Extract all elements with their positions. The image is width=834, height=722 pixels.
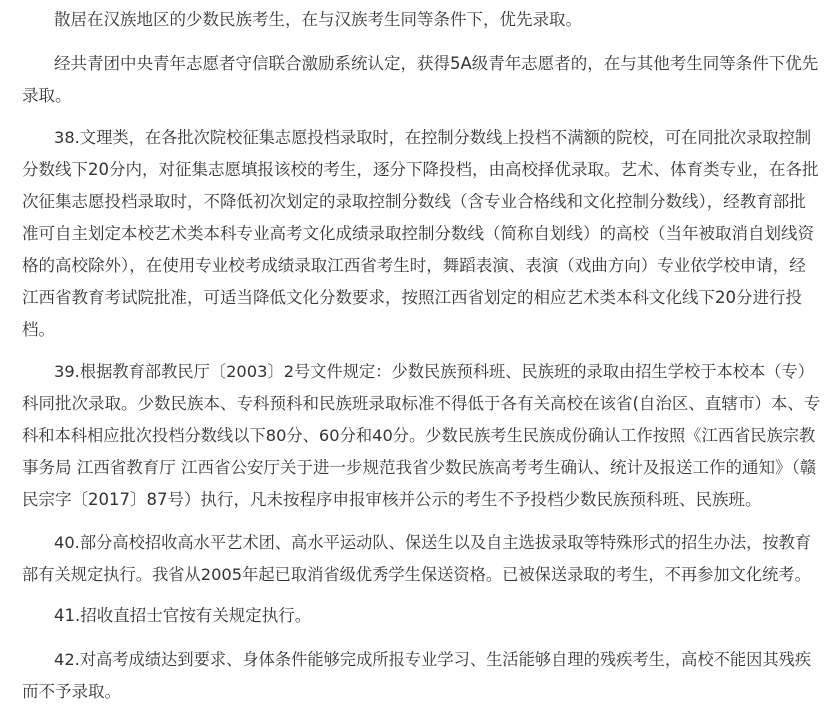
- text-line: 录取。: [22, 86, 72, 105]
- text-line: 民宗字〔2017〕87号）执行，凡未按程序申报审核并公示的考生不予投档少数民族预科班、民族班。: [22, 490, 762, 509]
- text-line: 散居在汉族地区的少数民族考生，在与汉族考生同等条件下，优先录取。: [54, 10, 582, 29]
- text-line: 40.部分高校招收高水平艺术团、高水平运动队、保送生以及自主选拔录取等特殊形式的招生办法，按教育: [54, 533, 812, 552]
- text-line: 准可自主划定本校艺术类本科专业高考文化成绩录取控制分数线（简称自划线）的高校（当年被取消自划线资: [22, 224, 814, 243]
- text-line: 科同批次录取。少数民族本、专科预科和民族班录取标准不得低于各有关高校在该省(自治区、直辖市）本、专: [22, 394, 821, 413]
- text-line: 38.文理类，在各批次院校征集志愿投档录取时，在控制分数线上投档不满额的院校，可在同批次录取控制: [54, 128, 812, 147]
- text-line: 格的高校除外），在使用专业校考成绩录取江西省考生时，舞蹈表演、表演（戏曲方向）专业依学校申请，经: [22, 256, 806, 275]
- text-line: 经共青团中央青年志愿者守信联合激励系统认定，获得5A级青年志愿者的，在与其他考生同等条件下优先: [54, 54, 819, 73]
- text-line: 科和本科相应批次投档分数线以下80分、60分和40分。少数民族考生民族成份确认工作按照《江西省民族宗教: [22, 426, 816, 445]
- text-line: 39.根据教育部教民厅〔2003〕2号文件规定：少数民族预科班、民族班的录取由招生学校于本校本（专）: [54, 362, 815, 381]
- text-line: 事务局 江西省教育厅 江西省公安厅关于进一步规范我省少数民族高考考生确认、统计及报送工作的通知》（赣: [22, 458, 817, 477]
- text-line: 部有关规定执行。我省从2005年起已取消省级优秀学生保送资格。已被保送录取的考生，不再参加文化统考。: [22, 565, 811, 584]
- text-line: 42.对高考成绩达到要求、身体条件能够完成所报专业学习、生活能够自理的残疾考生，高校不能因其残疾: [54, 650, 812, 669]
- text-line: 分数线下20分内，对征集志愿填报该校的考生，逐分下降投档，由高校择优录取。艺术、体育类专业，在各批: [22, 160, 819, 179]
- text-line: 41.招收直招士官按有关规定执行。: [54, 606, 312, 625]
- text-line: 而不予录取。: [22, 682, 121, 701]
- text-line: 档。: [22, 320, 55, 339]
- text-line: 江西省教育考试院批准，可适当降低文化分数要求，按照江西省划定的相应艺术类本科文化线下20分进行投: [22, 288, 802, 307]
- text-line: 次征集志愿投档录取时，不降低初次划定的录取控制分数线（含专业合格线和文化控制分数线），经教育部批: [22, 192, 806, 211]
